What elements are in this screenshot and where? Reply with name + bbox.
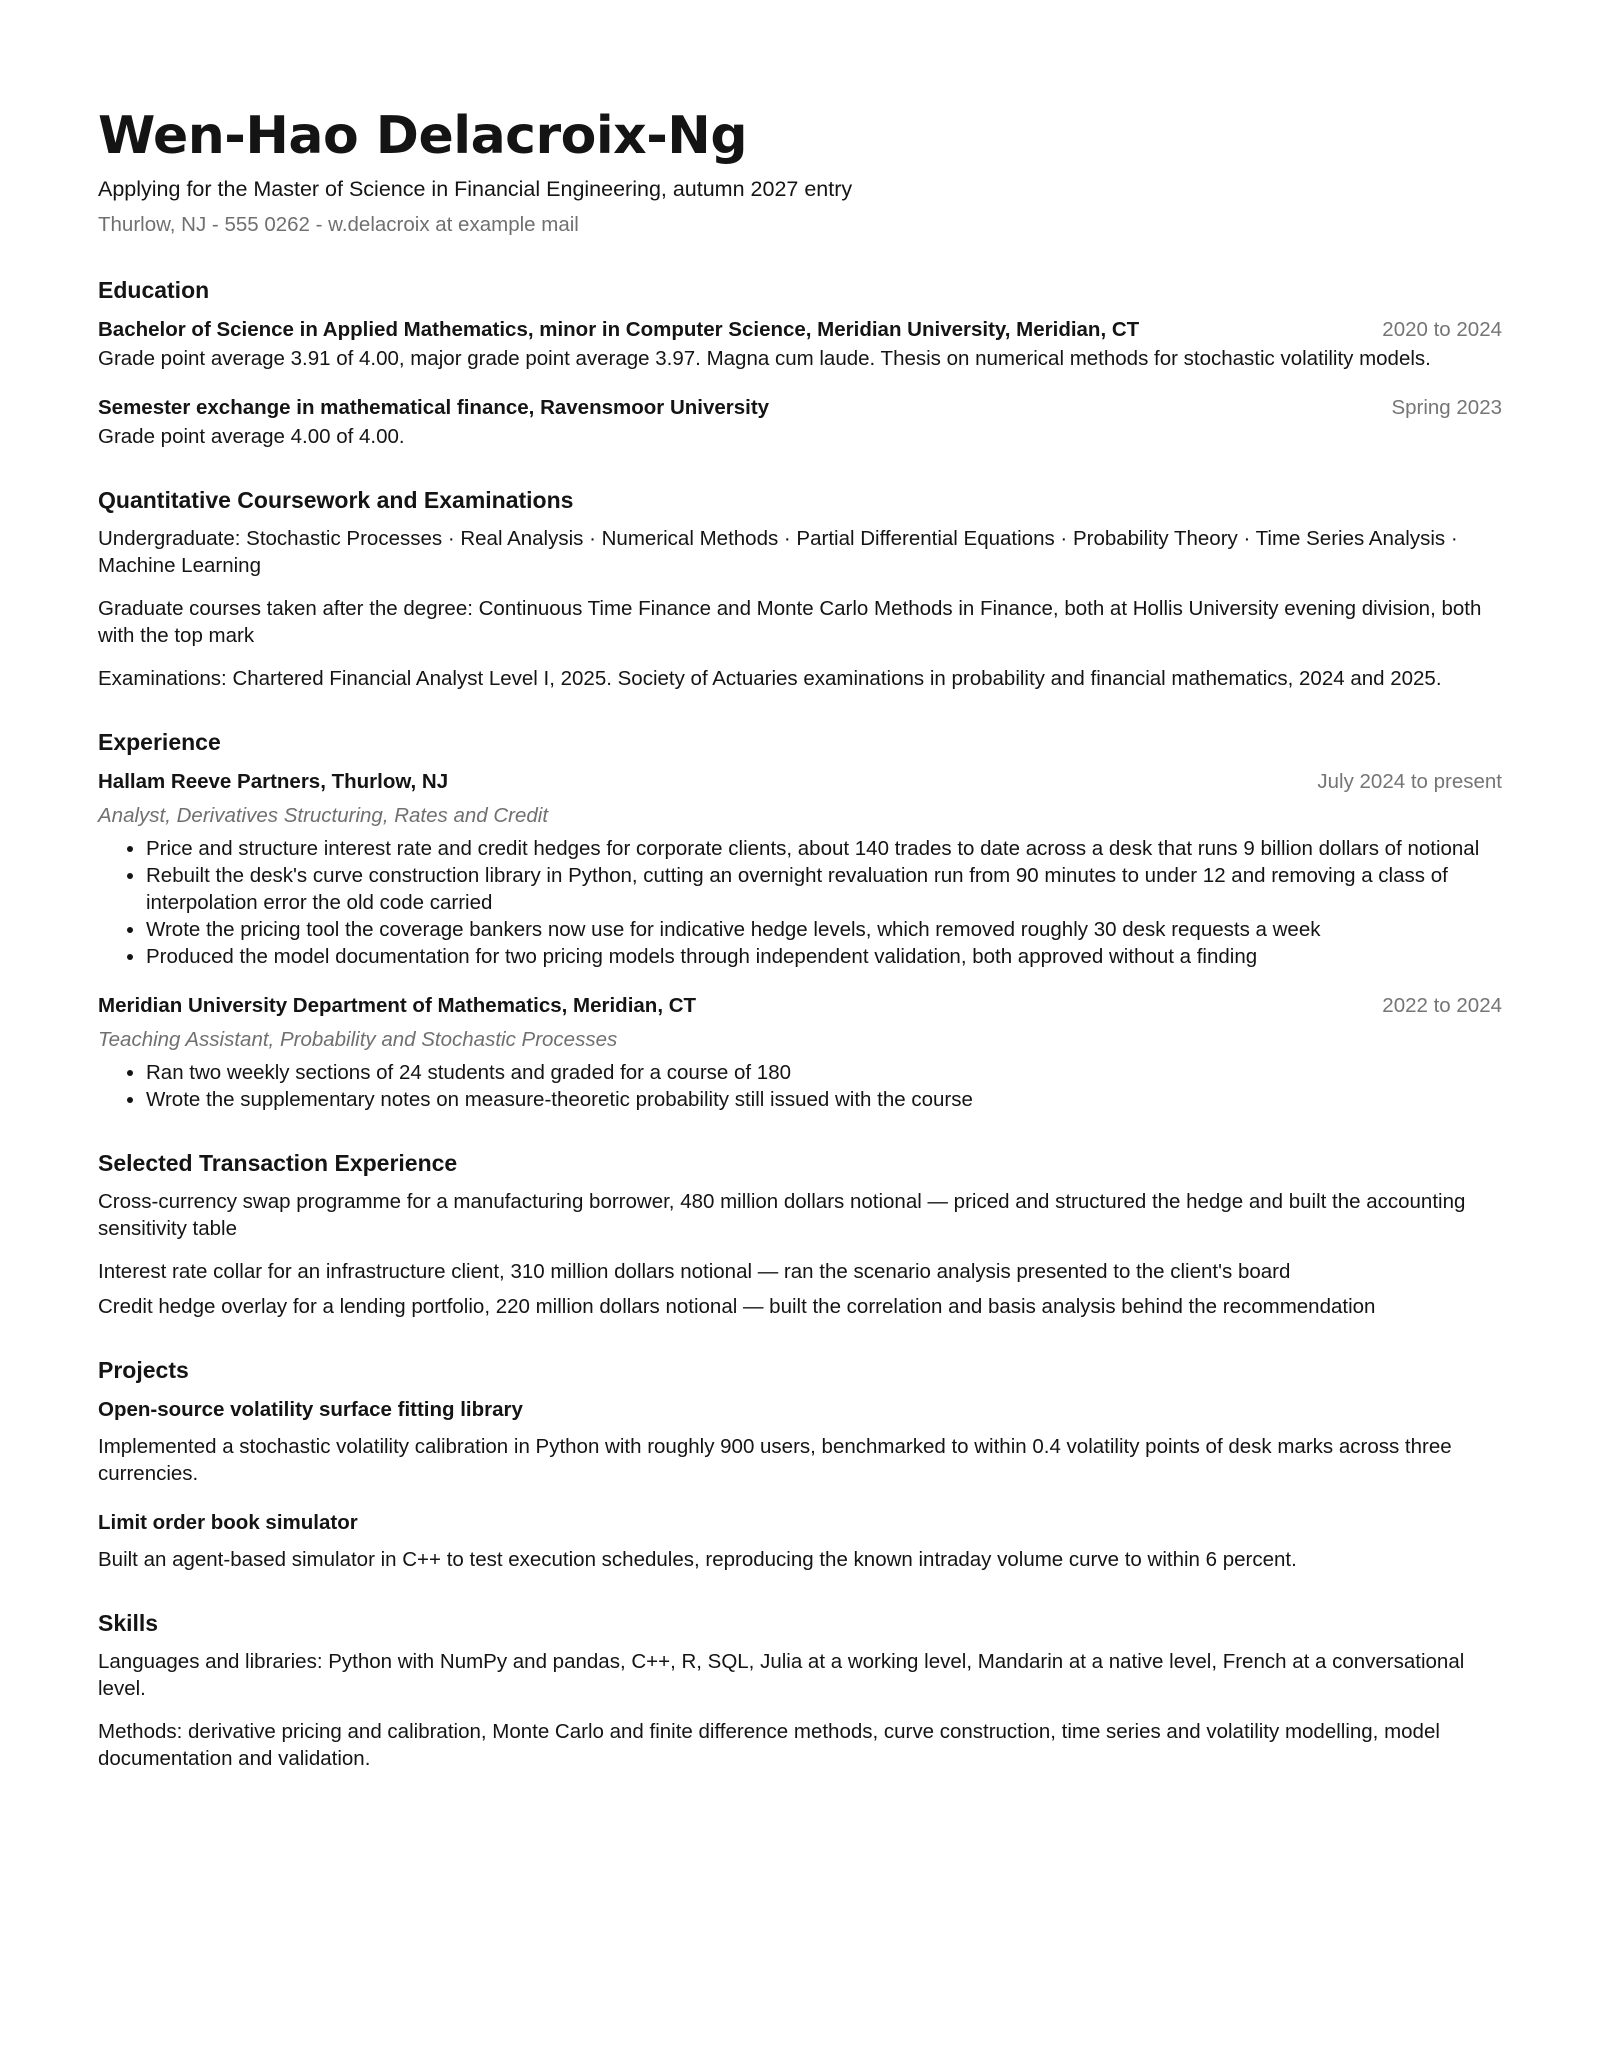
application-target: Applying for the Master of Science in Financial Engineering, autumn 2027 entry — [98, 177, 853, 201]
list-item: • Wrote the supplementary notes on measure-theoretic probability still issued with the course — [146, 1086, 1502, 1113]
degree-heading: Bachelor of Science in Applied Mathematics, minor in Computer Science, Meridian University, Meridian, CT — [98, 318, 1140, 341]
contact-line: Thurlow, NJ - 555 0262 - w.delacroix at example mail — [98, 213, 579, 236]
job-role: Teaching Assistant, Probability and Stochastic Processes — [98, 1028, 618, 1051]
projects-section — [98, 1355, 1502, 1573]
list-item: • Price and structure interest rate and credit hedges for corporate clients, about 140 trades to date across a desk that runs 9 billion dollars of notional — [146, 835, 1502, 862]
employer-name: Meridian University Department of Mathematics, Meridian, CT — [98, 994, 697, 1017]
skills-section — [98, 1608, 1502, 1772]
project-detail: Implemented a stochastic volatility calibration in Python with roughly 900 users, benchmarked to within 0.4 volatility points of desk marks across three currencies. — [98, 1435, 1452, 1485]
job-entry — [98, 991, 1502, 1113]
education-detail: Grade point average 4.00 of 4.00. — [98, 425, 405, 448]
job-bullets — [98, 835, 1502, 970]
coursework-paragraph: Graduate courses taken after the degree: Continuous Time Finance and Monte Carlo Methods in Finance, both at Hollis University evening division, both with the top mark — [98, 597, 1482, 647]
resume-page — [98, 104, 1502, 1772]
coursework-section — [98, 485, 1502, 692]
list-item: • Ran two weekly sections of 24 students and graded for a course of 180 — [146, 1059, 1502, 1086]
section-title: Experience — [98, 729, 221, 755]
date-range: 2020 to 2024 — [1382, 318, 1502, 341]
education-entry — [98, 393, 1502, 450]
section-title: Quantitative Coursework and Examinations — [98, 487, 574, 513]
transactions-section — [98, 1148, 1502, 1320]
list-item: • Wrote the pricing tool the coverage bankers now use for indicative hedge levels, which removed roughly 30 desk requests a week — [146, 916, 1502, 943]
project-entry — [98, 1508, 1502, 1573]
list-item: • Rebuilt the desk's curve construction library in Python, cutting an overnight revaluation run from 90 minutes to under 12 and removing a class of interpolation error the old code carried — [146, 862, 1502, 916]
date-range: Spring 2023 — [1391, 396, 1502, 419]
coursework-paragraph: Undergraduate: Stochastic Processes · Real Analysis · Numerical Methods · Partial Differential Equations · Probability Theory · Time Series Analysis · Machine Learning — [98, 527, 1458, 577]
project-name: Open-source volatility surface fitting library — [98, 1398, 523, 1421]
education-section — [98, 275, 1502, 450]
section-title: Projects — [98, 1357, 189, 1383]
date-range: 2022 to 2024 — [1382, 994, 1502, 1017]
date-range: July 2024 to present — [1317, 770, 1502, 793]
job-role: Analyst, Derivatives Structuring, Rates and Credit — [98, 804, 549, 827]
section-title: Education — [98, 277, 210, 303]
employer-name: Hallam Reeve Partners, Thurlow, NJ — [98, 770, 449, 793]
resume-header — [98, 104, 1502, 240]
education-detail: Grade point average 3.91 of 4.00, major grade point average 3.97. Magna cum laude. Thesis on numerical methods for stochastic volatility models. — [98, 347, 1431, 370]
candidate-name: Wen-Hao Delacroix-Ng — [98, 106, 748, 166]
project-entry — [98, 1395, 1502, 1487]
transaction-item: Credit hedge overlay for a lending portfolio, 220 million dollars notional — built the correlation and basis analysis behind the recommendation — [98, 1295, 1376, 1318]
coursework-paragraph: Examinations: Chartered Financial Analyst Level I, 2025. Society of Actuaries examinations in probability and financial mathematics, 2024 and 2025. — [98, 667, 1442, 690]
skills-paragraph: Languages and libraries: Python with NumPy and pandas, C++, R, SQL, Julia at a working level, Mandarin at a native level, French at a conversational level. — [98, 1650, 1465, 1700]
project-detail: Built an agent-based simulator in C++ to test execution schedules, reproducing the known intraday volume curve to within 6 percent. — [98, 1548, 1297, 1571]
project-name: Limit order book simulator — [98, 1511, 358, 1534]
transaction-item: Interest rate collar for an infrastructure client, 310 million dollars notional — ran the scenario analysis presented to the client's board — [98, 1260, 1291, 1283]
section-title: Selected Transaction Experience — [98, 1150, 458, 1176]
list-item: • Produced the model documentation for two pricing models through independent validation, both approved without a finding — [146, 943, 1502, 970]
job-bullets — [98, 1059, 1502, 1113]
transaction-item: Cross-currency swap programme for a manufacturing borrower, 480 million dollars notional — priced and structured the hedge and built the accounting sensitivity table — [98, 1190, 1466, 1240]
education-entry — [98, 315, 1502, 372]
skills-paragraph: Methods: derivative pricing and calibration, Monte Carlo and finite difference methods, curve construction, time series and volatility modelling, model documentation and validation. — [98, 1720, 1440, 1770]
experience-section — [98, 727, 1502, 1113]
job-entry — [98, 767, 1502, 970]
section-title: Skills — [98, 1610, 159, 1636]
degree-heading: Semester exchange in mathematical finance, Ravensmoor University — [98, 396, 770, 419]
